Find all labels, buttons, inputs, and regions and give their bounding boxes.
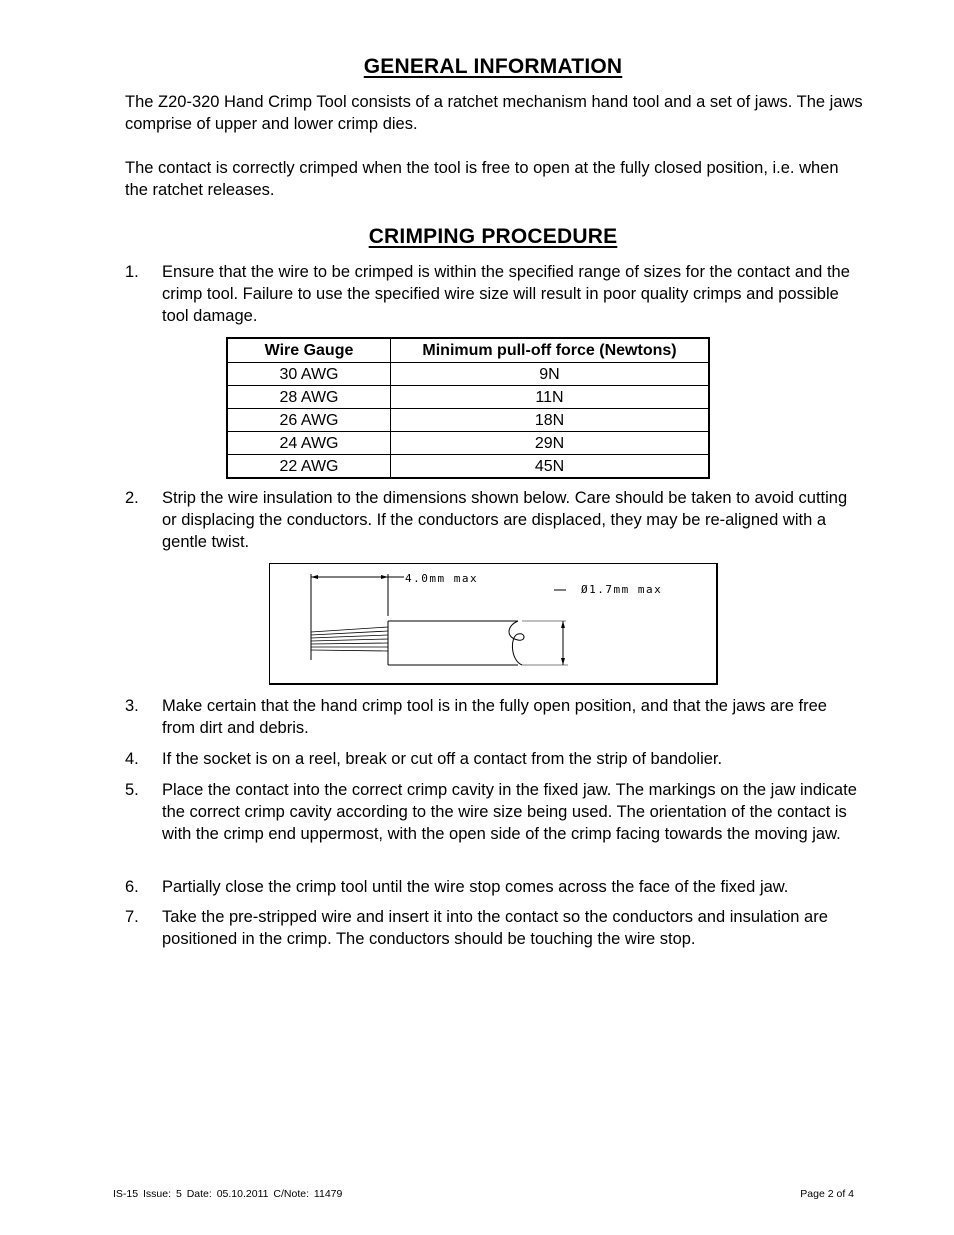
force-cell: 45N xyxy=(391,455,710,479)
wire-strip-drawing xyxy=(270,564,719,686)
wire-gauge-cell: 30 AWG xyxy=(227,363,391,386)
arrow-down-icon xyxy=(561,658,565,665)
arrow-up-icon xyxy=(561,621,565,628)
step-number: 4. xyxy=(125,750,139,768)
step-text: Place the contact into the correct crimp cavity in the fixed jaw. The markings on the jaw indicate the correct crimp cavity according to the wire size being used. The orientation of the contact is with the crimp end uppermost, with the open side of the crimp facing towards the moving jaw. xyxy=(162,781,857,843)
wire-gauge-cell: 26 AWG xyxy=(227,409,391,432)
wire-gauge-cell: 22 AWG xyxy=(227,455,391,479)
wire-gauge-header: Wire Gauge xyxy=(227,338,391,363)
pull-off-force-header: Minimum pull-off force (Newtons) xyxy=(391,338,710,363)
table-row xyxy=(227,432,709,455)
force-cell: 9N xyxy=(391,363,710,386)
general-paragraph-1: The Z20-320 Hand Crimp Tool consists of a ratchet mechanism hand tool and a set of jaws. The jaws comprise of upper and lower crimp dies. xyxy=(125,93,863,133)
general-paragraph-2: The contact is correctly crimped when the tool is free to open at the fully closed position, i.e. when the ratchet releases. xyxy=(125,159,839,199)
force-cell: 29N xyxy=(391,432,710,455)
step-text: Ensure that the wire to be crimped is within the specified range of sizes for the contact and the crimp tool. Failure to use the specified wire size will result in poor quality crimps and possible tool damage. xyxy=(162,263,850,325)
table-row xyxy=(227,363,709,386)
step-number: 5. xyxy=(125,781,139,799)
footer-document-info: IS-15 Issue: 5 Date: 05.10.2011 C/Note: 11479 xyxy=(113,1188,343,1200)
general-information-heading: GENERAL INFORMATION xyxy=(363,55,623,78)
force-cell: 18N xyxy=(391,409,710,432)
step-text: Make certain that the hand crimp tool is in the fully open position, and that the jaws are free from dirt and debris. xyxy=(162,697,827,737)
table-row xyxy=(227,386,709,409)
arrow-left-icon xyxy=(311,575,318,579)
table-header-row xyxy=(227,338,709,363)
step-text: If the socket is on a reel, break or cut off a contact from the strip of bandolier. xyxy=(162,750,723,768)
pull-off-force-table xyxy=(226,337,710,479)
force-cell: 11N xyxy=(391,386,710,409)
footer-page-number: Page 2 of 4 xyxy=(800,1188,854,1200)
conductor-strands xyxy=(311,627,388,651)
wire-gauge-cell: 28 AWG xyxy=(227,386,391,409)
wire-gauge-cell: 24 AWG xyxy=(227,432,391,455)
step-number: 1. xyxy=(125,263,139,281)
step-text: Partially close the crimp tool until the wire stop comes across the face of the fixed jaw. xyxy=(162,878,789,896)
step-number: 2. xyxy=(125,489,139,507)
step-text: Take the pre-stripped wire and insert it into the contact so the conductors and insulation are positioned in the crimp. The conductors should be touching the wire stop. xyxy=(162,908,828,948)
diameter-label: Ø1.7mm max xyxy=(581,583,663,596)
step-text: Strip the wire insulation to the dimensions shown below. Care should be taken to avoid cutting or displacing the conductors. If the conductors are displaced, they may be re-aligned with a gentle twist. xyxy=(162,489,848,551)
arrow-right-icon xyxy=(381,575,388,579)
step-number: 3. xyxy=(125,697,139,715)
step-number: 7. xyxy=(125,908,139,926)
wire-insulation xyxy=(388,621,524,665)
strip-length-label: 4.0mm max xyxy=(405,572,479,585)
table-row xyxy=(227,409,709,432)
step-number: 6. xyxy=(125,878,139,896)
wire-strip-diagram xyxy=(269,563,718,685)
crimping-procedure-heading: CRIMPING PROCEDURE xyxy=(368,225,618,248)
table-row xyxy=(227,455,709,479)
